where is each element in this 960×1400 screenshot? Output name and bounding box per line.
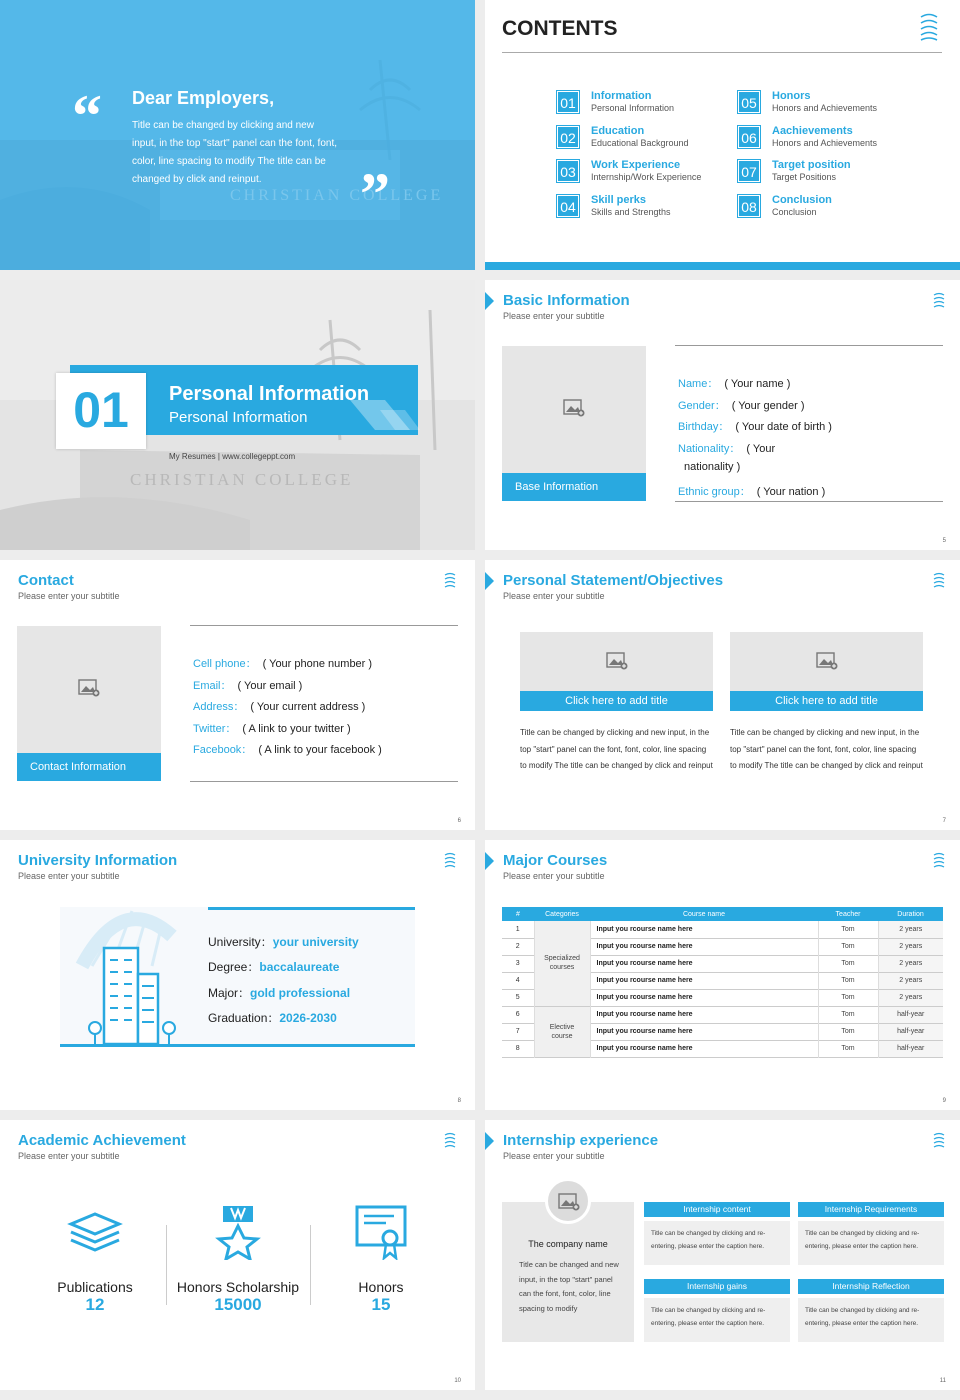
quote-close: ” bbox=[360, 161, 390, 227]
courses-table bbox=[502, 907, 943, 1058]
teacher-cell: Tom bbox=[818, 938, 878, 955]
table-header-cell: # bbox=[516, 910, 520, 918]
info-top-rule bbox=[190, 625, 458, 626]
slide-university-information bbox=[0, 840, 475, 1110]
row-number: 4 bbox=[502, 972, 534, 989]
stat-label: Honors bbox=[358, 1279, 404, 1295]
info-row bbox=[678, 397, 804, 413]
info-row bbox=[193, 655, 372, 671]
logo-icon bbox=[918, 12, 940, 42]
internship-box bbox=[644, 1279, 790, 1342]
info-row bbox=[678, 375, 790, 391]
contents-item[interactable] bbox=[557, 194, 737, 222]
slide-subtitle: Please enter your subtitle bbox=[18, 1151, 120, 1161]
contents-item-title: Honors bbox=[772, 90, 811, 102]
contents-item-title: Skill perks bbox=[591, 193, 647, 206]
teacher-cell: Tom bbox=[818, 921, 878, 938]
image-icon bbox=[816, 652, 838, 670]
university-row bbox=[208, 1009, 337, 1026]
contents-item-number: 04 bbox=[557, 195, 579, 217]
contents-item[interactable] bbox=[557, 125, 737, 153]
contents-item-subtitle: Personal Information bbox=[591, 103, 675, 113]
contents-item[interactable] bbox=[557, 159, 737, 187]
logo-icon bbox=[932, 1132, 946, 1148]
card-title-bar[interactable]: Click here to add title bbox=[520, 691, 713, 711]
teacher-cell: Tom bbox=[818, 1040, 878, 1057]
campus-sign-text: CHRISTIAN COLLEGE bbox=[130, 470, 354, 489]
info-row bbox=[678, 483, 825, 499]
logo-icon bbox=[932, 852, 946, 868]
info-value[interactable]: nationality ) bbox=[684, 461, 741, 474]
info-key: Birthday： bbox=[678, 421, 730, 434]
course-name-cell[interactable]: Input you rcourse name here bbox=[590, 989, 818, 1006]
contents-item[interactable] bbox=[738, 125, 918, 153]
internship-box-text: Title can be changed by clicking and re-entering, please enter the caption here. bbox=[644, 1298, 790, 1342]
logo-icon bbox=[443, 572, 457, 588]
statement-card bbox=[730, 632, 923, 802]
info-value[interactable]: ( Your phone number ) bbox=[262, 658, 373, 670]
university-key: Graduation： bbox=[208, 1010, 280, 1025]
section-subtitle: Personal Information bbox=[169, 409, 308, 426]
slide-major-courses bbox=[485, 840, 960, 1110]
title-marker bbox=[485, 1132, 494, 1150]
contents-item-title: Work Experience bbox=[591, 159, 681, 171]
course-name-cell[interactable]: Input you rcourse name here bbox=[590, 921, 818, 938]
page-number: 5 bbox=[942, 538, 946, 544]
category-cell: Specialized courses bbox=[534, 921, 590, 1006]
duration-cell: 2 years bbox=[878, 938, 943, 955]
title-marker bbox=[485, 852, 494, 870]
stat-column-honors bbox=[311, 1210, 451, 1315]
table-row bbox=[502, 1006, 943, 1023]
table-header-cell: Duration bbox=[897, 910, 924, 918]
duration-cell: half-year bbox=[878, 1040, 943, 1057]
info-row bbox=[678, 440, 775, 456]
medal-icon bbox=[215, 1204, 261, 1260]
university-top-rule bbox=[208, 907, 415, 910]
slide-subtitle: Please enter your subtitle bbox=[18, 591, 120, 601]
logo-icon bbox=[932, 292, 946, 308]
slide-section-divider bbox=[0, 280, 475, 550]
stat-column-publications bbox=[25, 1210, 165, 1315]
image-icon bbox=[78, 679, 100, 697]
statement-card bbox=[520, 632, 713, 802]
stat-label: Publications bbox=[57, 1279, 133, 1295]
internship-box bbox=[644, 1202, 790, 1265]
slide-contents bbox=[485, 0, 960, 270]
certificate-icon bbox=[354, 1204, 408, 1260]
photo-placeholder[interactable] bbox=[17, 626, 161, 781]
logo-icon bbox=[932, 572, 946, 588]
info-value[interactable]: ( Your email ) bbox=[237, 679, 303, 692]
contents-item[interactable] bbox=[738, 194, 918, 222]
card-title-bar[interactable]: Click here to add title bbox=[730, 691, 923, 711]
contents-item-title: Target position bbox=[772, 159, 851, 171]
course-name-cell[interactable]: Input you rcourse name here bbox=[590, 938, 818, 955]
row-number: 3 bbox=[502, 955, 534, 972]
course-name-cell[interactable]: Input you rcourse name here bbox=[590, 955, 818, 972]
course-name-cell[interactable]: Input you rcourse name here bbox=[590, 1006, 818, 1023]
duration-cell: 2 years bbox=[878, 955, 943, 972]
company-description: Title can be changed and new input, in the top "start" panel can the font, font, color, line spacing to modify bbox=[519, 1260, 619, 1313]
course-name-cell[interactable]: Input you rcourse name here bbox=[590, 1023, 818, 1040]
contents-item-subtitle: Conclusion bbox=[772, 206, 817, 217]
duration-cell: half-year bbox=[878, 1006, 943, 1023]
teacher-cell: Tom bbox=[818, 989, 878, 1006]
table-header-cell: Categories bbox=[545, 910, 579, 918]
contents-item-subtitle: Internship/Work Experience bbox=[591, 172, 702, 182]
row-number: 6 bbox=[502, 1006, 534, 1023]
quote-open: “ bbox=[72, 83, 102, 149]
info-value[interactable]: ( Your bbox=[746, 442, 776, 455]
contents-item-title: Information bbox=[591, 90, 652, 102]
internship-box-header[interactable]: Internship gains bbox=[644, 1279, 790, 1294]
campus-sign-text: CHRISTIAN COLLEGE bbox=[230, 187, 444, 204]
contents-item[interactable] bbox=[738, 159, 918, 187]
title-marker bbox=[485, 572, 494, 590]
internship-box-text: Title can be changed by clicking and re-entering, please enter the caption here. bbox=[798, 1298, 944, 1342]
course-name-cell[interactable]: Input you rcourse name here bbox=[590, 1040, 818, 1057]
university-row bbox=[208, 933, 359, 950]
category-cell: Elective course bbox=[534, 1006, 590, 1057]
page-number: 9 bbox=[942, 1098, 946, 1104]
image-icon bbox=[558, 1193, 580, 1211]
info-value[interactable]: ( Your gender ) bbox=[731, 399, 805, 412]
slide-contact bbox=[0, 560, 475, 830]
university-key: University： bbox=[208, 935, 273, 949]
page-number: 6 bbox=[457, 818, 461, 824]
photo-placeholder[interactable] bbox=[502, 346, 646, 501]
duration-cell: half-year bbox=[878, 1023, 943, 1040]
row-number: 1 bbox=[502, 921, 534, 938]
page-number: 7 bbox=[942, 818, 946, 824]
table-header-cell: Course name bbox=[682, 910, 726, 918]
contents-item-number: 03 bbox=[557, 160, 579, 182]
info-value[interactable]: ( Your nation ) bbox=[756, 486, 826, 498]
info-key: Ethnic group： bbox=[678, 486, 751, 498]
slide-title: Personal Statement/Objectives bbox=[503, 572, 724, 589]
internship-box-text: Title can be changed by clicking and re-entering, please enter the caption here. bbox=[798, 1221, 944, 1265]
info-value[interactable]: ( A link to your facebook ) bbox=[258, 744, 382, 757]
info-key: Name： bbox=[678, 378, 719, 390]
internship-box-header[interactable]: Internship Reflection bbox=[798, 1279, 944, 1294]
info-key: Address： bbox=[193, 701, 245, 714]
info-bottom-rule bbox=[675, 501, 943, 502]
letter-body: Title can be changed by clicking and new input, in the top "start" panel can the font, font, color, line spacing to modify The title can be changed by click and reinput. bbox=[132, 120, 338, 185]
slide-title: Contact bbox=[18, 572, 74, 589]
contents-item-number: 08 bbox=[738, 195, 760, 217]
info-key: Twitter： bbox=[193, 722, 237, 735]
page-number: 8 bbox=[457, 1098, 461, 1104]
image-icon bbox=[606, 652, 628, 670]
slide-academic-achievement bbox=[0, 1120, 475, 1390]
card-text: Title can be changed by clicking and new input, in the top "start" panel can the font, font, color, line spacing to modify The title can be changed by click and reinput bbox=[730, 728, 923, 770]
image-placeholder[interactable] bbox=[730, 632, 923, 692]
info-row bbox=[193, 720, 351, 736]
row-number: 7 bbox=[502, 1023, 534, 1040]
company-name: The company name bbox=[528, 1239, 608, 1249]
title-marker bbox=[485, 292, 494, 310]
contents-title: CONTENTS bbox=[502, 17, 618, 40]
contents-item-subtitle: Skills and Strengths bbox=[591, 206, 671, 217]
logo-icon bbox=[443, 1132, 457, 1148]
logo-icon bbox=[443, 852, 457, 868]
contents-item-title: Aachievements bbox=[772, 124, 853, 137]
info-value[interactable]: ( A link to your twitter ) bbox=[242, 722, 351, 735]
stat-value: 15000 bbox=[214, 1295, 262, 1314]
table-header-cell: Teacher bbox=[835, 910, 861, 918]
slide-title: Major Courses bbox=[503, 852, 608, 869]
course-name-cell[interactable]: Input you rcourse name here bbox=[590, 972, 818, 989]
info-key: Nationality： bbox=[678, 442, 741, 455]
info-value[interactable]: ( Your name ) bbox=[724, 378, 791, 390]
section-number: 01 bbox=[73, 382, 129, 438]
info-value[interactable]: ( Your date of birth ) bbox=[735, 421, 832, 434]
books-icon bbox=[67, 1210, 123, 1256]
info-row bbox=[193, 677, 302, 693]
table-row bbox=[502, 921, 943, 938]
image-placeholder[interactable] bbox=[520, 632, 713, 692]
info-row bbox=[193, 741, 382, 757]
contents-item[interactable] bbox=[738, 90, 918, 118]
slide-subtitle: Please enter your subtitle bbox=[503, 1151, 605, 1161]
info-bottom-rule bbox=[190, 781, 458, 782]
contents-title-rule bbox=[502, 52, 942, 53]
contents-item-title: Education bbox=[591, 124, 645, 137]
teacher-cell: Tom bbox=[818, 1023, 878, 1040]
info-row bbox=[678, 418, 832, 434]
contents-item[interactable] bbox=[557, 90, 737, 118]
slide-personal-statement bbox=[485, 560, 960, 830]
teacher-cell: Tom bbox=[818, 972, 878, 989]
stat-label: Honors Scholarship bbox=[176, 1279, 300, 1295]
slide-cover-letter bbox=[0, 0, 475, 270]
university-row bbox=[208, 984, 350, 1001]
info-key: Cell phone： bbox=[193, 658, 257, 670]
slide-title: University Information bbox=[18, 852, 178, 869]
slide-title: Academic Achievement bbox=[18, 1132, 186, 1149]
duration-cell: 2 years bbox=[878, 921, 943, 938]
university-row bbox=[208, 958, 339, 975]
table-header-row bbox=[502, 907, 943, 921]
info-value[interactable]: ( Your current address ) bbox=[250, 701, 366, 714]
photo-caption: Contact Information bbox=[17, 753, 161, 781]
contents-item-number: 05 bbox=[738, 91, 760, 113]
slide-internship-experience bbox=[485, 1120, 960, 1390]
internship-box bbox=[798, 1279, 944, 1342]
contents-item-subtitle: Educational Background bbox=[591, 137, 689, 148]
photo-caption: Base Information bbox=[502, 473, 646, 501]
duration-cell: 2 years bbox=[878, 989, 943, 1006]
university-value[interactable]: your university bbox=[272, 935, 359, 949]
university-bottom-rule bbox=[60, 1044, 415, 1047]
stat-column-scholarship bbox=[167, 1210, 309, 1315]
letter-heading: Dear Employers, bbox=[132, 88, 275, 108]
teacher-cell: Tom bbox=[818, 1006, 878, 1023]
contents-item-number: 07 bbox=[738, 160, 760, 182]
section-title: Personal Information bbox=[169, 383, 370, 405]
slide-title: Internship experience bbox=[503, 1132, 659, 1149]
stat-value: 12 bbox=[85, 1295, 105, 1314]
slide-subtitle: Please enter your subtitle bbox=[503, 871, 605, 881]
internship-box-header[interactable]: Internship content bbox=[644, 1202, 790, 1217]
row-number: 8 bbox=[502, 1040, 534, 1057]
contents-item-number: 01 bbox=[557, 91, 579, 113]
university-value[interactable]: 2026-2030 bbox=[279, 1010, 337, 1025]
card-text: Title can be changed by clicking and new input, in the top "start" panel can the font, font, color, line spacing to modify The title can be changed by click and reinput bbox=[520, 728, 713, 770]
page-number: 11 bbox=[939, 1378, 946, 1384]
info-key: Facebook： bbox=[193, 744, 253, 757]
band-decoration-shape bbox=[350, 400, 420, 440]
duration-cell: 2 years bbox=[878, 972, 943, 989]
info-row bbox=[193, 698, 365, 714]
info-top-rule bbox=[675, 345, 943, 346]
contents-item-title: Conclusion bbox=[772, 193, 832, 206]
contents-item-number: 02 bbox=[557, 126, 579, 148]
info-key: Gender： bbox=[678, 399, 726, 412]
contents-item-subtitle: Honors and Achievements bbox=[772, 103, 878, 113]
contents-item-subtitle: Honors and Achievements bbox=[772, 137, 878, 148]
contents-item-number: 06 bbox=[738, 126, 760, 148]
contents-bottom-bar bbox=[485, 262, 960, 270]
slide-subtitle: Please enter your subtitle bbox=[503, 591, 605, 601]
university-value[interactable]: gold professional bbox=[250, 985, 351, 1000]
slide-title: Basic Information bbox=[503, 292, 630, 309]
row-number: 5 bbox=[502, 989, 534, 1006]
internship-box bbox=[798, 1202, 944, 1265]
slide-subtitle: Please enter your subtitle bbox=[18, 871, 120, 881]
page-number: 10 bbox=[454, 1378, 461, 1384]
image-icon bbox=[563, 399, 585, 417]
internship-box-text: Title can be changed by clicking and re-entering, please enter the caption here. bbox=[644, 1221, 790, 1265]
slide-subtitle: Please enter your subtitle bbox=[503, 311, 605, 321]
info-row bbox=[678, 461, 740, 473]
university-key: Major： bbox=[208, 985, 251, 1000]
university-value[interactable]: baccalaureate bbox=[259, 960, 340, 975]
stat-value: 15 bbox=[371, 1295, 391, 1314]
contents-item-subtitle: Target Positions bbox=[772, 172, 837, 182]
university-key: Degree： bbox=[208, 960, 260, 975]
internship-box-header[interactable]: Internship Requirements bbox=[798, 1202, 944, 1217]
info-key: Email： bbox=[193, 679, 232, 692]
slide-basic-information bbox=[485, 280, 960, 550]
row-number: 2 bbox=[502, 938, 534, 955]
teacher-cell: Tom bbox=[818, 955, 878, 972]
section-credit: My Resumes | www.collegeppt.com bbox=[169, 452, 296, 461]
